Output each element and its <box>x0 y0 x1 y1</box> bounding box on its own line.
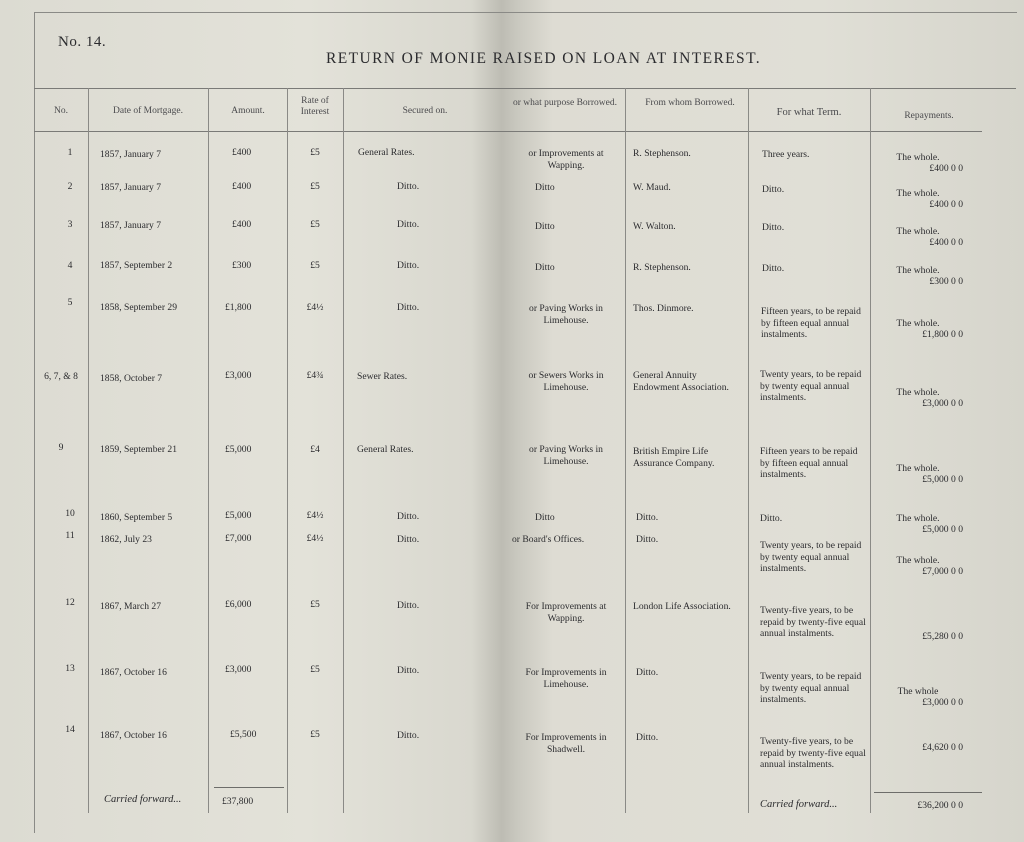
header-repayments: Repayments. <box>904 111 954 121</box>
right-sum-rule <box>874 792 982 793</box>
row-1-amount: £400 <box>232 147 252 158</box>
row-10-term: Ditto. <box>760 513 783 524</box>
row-4-purpose: Ditto <box>535 262 555 273</box>
row-12-repay-amount: £5,280 0 0 <box>922 631 963 642</box>
row-4-rate: £5 <box>310 260 320 271</box>
row-1-no: 1 <box>67 147 73 158</box>
row-4-no: 4 <box>67 260 73 271</box>
row-10-purpose: Ditto <box>535 512 555 523</box>
row-11-date: 1862, July 23 <box>100 534 152 545</box>
header-date: Date of Mortgage. <box>113 106 183 116</box>
row-1-from: R. Stephenson. <box>633 148 691 159</box>
row-2-from: W. Maud. <box>633 182 671 193</box>
row-11-term: Twenty years, to be repaid by twenty equal annual instalments. <box>760 540 862 575</box>
row-6-repay-amount: £3,000 0 0 <box>922 398 963 409</box>
row-9-date: 1859, September 21 <box>100 444 178 455</box>
header-amount: Amount. <box>231 106 265 116</box>
header-secured: Secured on. <box>402 106 448 116</box>
row-5-rate: £4½ <box>306 302 324 313</box>
row-2-date: 1857, January 7 <box>100 182 162 193</box>
row-3-no: 3 <box>67 219 73 230</box>
col-divider <box>88 88 89 813</box>
row-14-date: 1867, October 16 <box>100 730 167 741</box>
row-5-repay-label: The whole. <box>896 318 940 329</box>
row-4-from: R. Stephenson. <box>633 262 691 273</box>
header-purpose: or what purpose Borrowed. <box>513 98 617 108</box>
row-11-purpose: or Board's Offices. <box>512 534 585 545</box>
header-no: No. <box>54 106 68 116</box>
row-2-term: Ditto. <box>762 184 785 195</box>
row-3-amount: £400 <box>232 219 252 230</box>
row-4-date: 1857, September 2 <box>100 260 173 271</box>
row-12-rate: £5 <box>310 599 320 610</box>
row-1-date: 1857, January 7 <box>100 149 162 160</box>
row-3-purpose: Ditto <box>535 221 555 232</box>
row-4-repay-amount: £300 0 0 <box>929 276 963 287</box>
row-6-purpose: or Sewers Works in Limehouse. <box>528 370 604 393</box>
row-3-repay-amount: £400 0 0 <box>929 237 963 248</box>
row-14-secured: Ditto. <box>397 730 420 741</box>
row-14-from: Ditto. <box>636 732 659 743</box>
row-13-amount: £3,000 <box>225 664 252 675</box>
row-10-rate: £4½ <box>306 510 324 521</box>
row-12-date: 1867, March 27 <box>100 601 162 612</box>
row-12-secured: Ditto. <box>397 600 420 611</box>
row-6-date: 1858, October 7 <box>100 373 163 384</box>
row-12-purpose: For Improvements at Wapping. <box>525 601 607 624</box>
row-2-secured: Ditto. <box>397 181 420 192</box>
carried-forward-left-amount: £37,800 <box>222 796 254 807</box>
row-11-rate: £4½ <box>306 533 324 544</box>
row-13-purpose: For Improvements in Limehouse. <box>525 667 607 690</box>
row-14-term: Twenty-five years, to be repaid by twenty-five equal annual instalments. <box>760 736 866 771</box>
row-14-no: 14 <box>65 724 75 735</box>
row-4-repay-label: The whole. <box>896 265 940 276</box>
row-5-purpose: or Paving Works in Limehouse. <box>529 303 603 326</box>
row-12-no: 12 <box>65 597 75 608</box>
row-11-from: Ditto. <box>636 534 659 545</box>
row-11-secured: Ditto. <box>397 534 420 545</box>
row-9-purpose: or Paving Works in Limehouse. <box>529 444 603 467</box>
row-2-purpose: Ditto <box>535 182 555 193</box>
row-5-secured: Ditto. <box>397 302 420 313</box>
row-3-date: 1857, January 7 <box>100 220 162 231</box>
row-6-term: Twenty years, to be repaid by twenty equal annual instalments. <box>760 369 862 404</box>
row-9-repay-label: The whole. <box>896 463 940 474</box>
row-1-repay-amount: £400 0 0 <box>929 163 963 174</box>
row-14-rate: £5 <box>310 729 320 740</box>
col-divider <box>287 88 288 813</box>
row-5-term: Fifteen years, to be repaid by fifteen equal annual instalments. <box>761 306 861 341</box>
row-13-secured: Ditto. <box>397 665 420 676</box>
row-10-amount: £5,000 <box>225 510 252 521</box>
row-3-rate: £5 <box>310 219 320 230</box>
row-3-from: W. Walton. <box>633 221 676 232</box>
row-2-repay-label: The whole. <box>896 188 940 199</box>
row-5-amount: £1,800 <box>225 302 252 313</box>
row-9-rate: £4 <box>310 444 320 455</box>
row-11-repay-amount: £7,000 0 0 <box>922 566 963 577</box>
row-12-amount: £6,000 <box>225 599 252 610</box>
row-4-amount: £300 <box>232 260 252 271</box>
row-5-date: 1858, September 29 <box>100 302 178 313</box>
row-13-from: Ditto. <box>636 667 659 678</box>
row-1-rate: £5 <box>310 147 320 158</box>
row-12-from: London Life Association. <box>633 601 731 612</box>
row-6-repay-label: The whole. <box>896 387 940 398</box>
row-13-date: 1867, October 16 <box>100 667 167 678</box>
page-title: RETURN OF MONIE RAISED ON LOAN AT INTEREST. <box>326 50 762 67</box>
row-1-repay-label: The whole. <box>896 152 940 163</box>
row-5-from: Thos. Dinmore. <box>633 303 694 314</box>
row-10-repay-label: The whole. <box>896 513 940 524</box>
col-divider <box>208 88 209 813</box>
row-5-repay-amount: £1,800 0 0 <box>922 329 963 340</box>
row-6-rate: £4¾ <box>306 370 324 381</box>
row-9-amount: £5,000 <box>225 444 252 455</box>
row-3-repay-label: The whole. <box>896 226 940 237</box>
row-9-term: Fifteen years to be repaid by fifteen equal annual instalments. <box>760 446 858 481</box>
header-bottom-rule <box>34 131 982 132</box>
row-6-from: General Annuity Endowment Association. <box>633 370 729 393</box>
row-11-no: 11 <box>65 530 75 541</box>
row-2-amount: £400 <box>232 181 252 192</box>
row-1-term: Three years. <box>762 149 810 160</box>
row-5-no: 5 <box>67 297 73 308</box>
row-13-rate: £5 <box>310 664 320 675</box>
row-10-secured: Ditto. <box>397 511 420 522</box>
row-10-date: 1860, September 5 <box>100 512 173 523</box>
row-2-no: 2 <box>67 181 73 192</box>
row-14-amount: £5,500 <box>230 729 257 740</box>
row-6-no: 6, 7, & 8 <box>44 371 78 382</box>
header-from: From whom Borrowed. <box>645 98 735 108</box>
table-top-rule <box>34 88 1016 89</box>
row-14-repay-amount: £4,620 0 0 <box>922 742 963 753</box>
row-10-repay-amount: £5,000 0 0 <box>922 524 963 535</box>
row-10-from: Ditto. <box>636 512 659 523</box>
row-9-from: British Empire Life Assurance Company. <box>633 446 715 469</box>
row-10-no: 10 <box>65 508 75 519</box>
left-sum-rule <box>214 787 284 788</box>
carried-forward-left-label: Carried forward... <box>104 794 182 805</box>
row-3-secured: Ditto. <box>397 219 420 230</box>
row-11-repay-label: The whole. <box>896 555 940 566</box>
row-13-term: Twenty years, to be repaid by twenty equal annual instalments. <box>760 671 862 706</box>
col-divider <box>748 88 749 813</box>
row-9-repay-amount: £5,000 0 0 <box>922 474 963 485</box>
row-11-amount: £7,000 <box>225 533 252 544</box>
row-13-no: 13 <box>65 663 75 674</box>
row-3-term: Ditto. <box>762 222 785 233</box>
row-2-repay-amount: £400 0 0 <box>929 199 963 210</box>
row-1-purpose: or Improvements at Wapping. <box>528 148 604 171</box>
row-1-secured: General Rates. <box>358 147 415 158</box>
row-13-repay-amount: £3,000 0 0 <box>922 697 963 708</box>
header-term: For what Term. <box>776 107 842 118</box>
col-divider <box>343 88 344 813</box>
row-4-secured: Ditto. <box>397 260 420 271</box>
col-divider <box>625 88 626 813</box>
col-divider <box>870 88 871 813</box>
row-6-secured: Sewer Rates. <box>357 371 408 382</box>
header-rate: Rate of Interest <box>300 96 330 117</box>
row-9-secured: General Rates. <box>357 444 414 455</box>
document-number: No. 14. <box>58 34 107 50</box>
row-2-rate: £5 <box>310 181 320 192</box>
row-9-no: 9 <box>58 442 64 453</box>
row-4-term: Ditto. <box>762 263 785 274</box>
row-6-amount: £3,000 <box>225 370 252 381</box>
carried-forward-right-amount: £36,200 0 0 <box>917 800 963 811</box>
carried-forward-right-label: Carried forward... <box>760 799 838 810</box>
row-12-term: Twenty-five years, to be repaid by twenty-five equal annual instalments. <box>760 605 866 640</box>
row-14-purpose: For Improvements in Shadwell. <box>525 732 607 755</box>
row-13-repay-label: The whole <box>897 686 939 697</box>
